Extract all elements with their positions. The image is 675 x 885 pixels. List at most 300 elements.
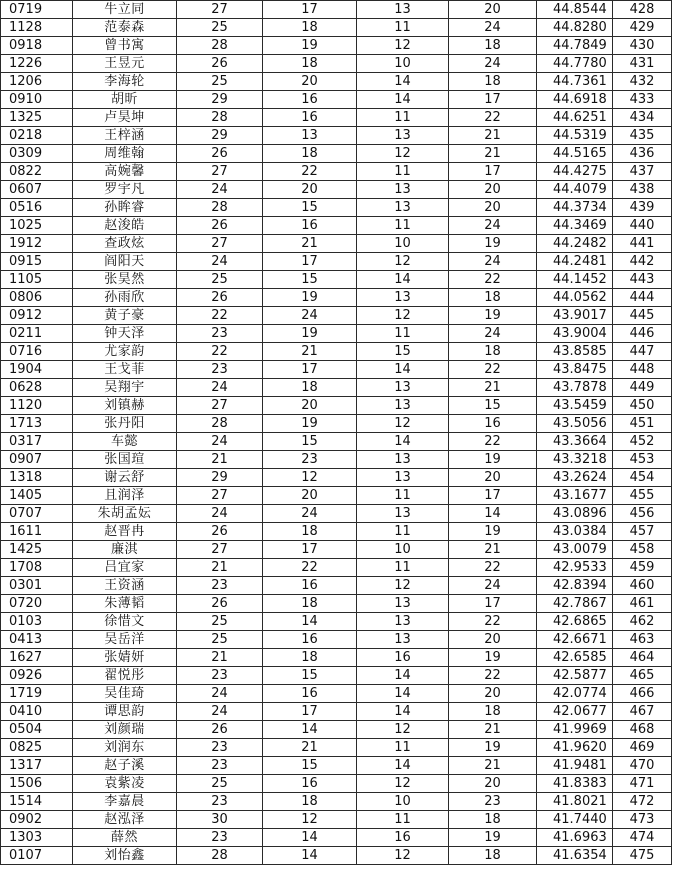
score-d-cell: 18 <box>449 289 537 307</box>
student-name-cell: 刘润东 <box>73 739 177 757</box>
student-id-cell: 1904 <box>1 361 73 379</box>
score-a-cell: 23 <box>177 577 263 595</box>
rank-cell: 444 <box>613 289 672 307</box>
student-name-cell: 朱薄韬 <box>73 595 177 613</box>
score-c-cell: 11 <box>357 325 449 343</box>
table-row <box>1 37 672 55</box>
student-id-cell: 0103 <box>1 613 73 631</box>
table-row <box>1 199 672 217</box>
student-id-cell: 0822 <box>1 163 73 181</box>
student-id-cell: 0107 <box>1 847 73 865</box>
score-a-cell: 22 <box>177 343 263 361</box>
student-name-cell: 张昊然 <box>73 271 177 289</box>
rank-cell: 446 <box>613 325 672 343</box>
rank-cell: 470 <box>613 757 672 775</box>
rank-cell: 475 <box>613 847 672 865</box>
total-score-cell: 44.2481 <box>537 253 613 271</box>
score-c-cell: 11 <box>357 739 449 757</box>
score-c-cell: 13 <box>357 505 449 523</box>
score-c-cell: 14 <box>357 433 449 451</box>
table-row <box>1 505 672 523</box>
student-id-cell: 0716 <box>1 343 73 361</box>
score-d-cell: 20 <box>449 631 537 649</box>
rank-cell: 454 <box>613 469 672 487</box>
student-id-cell: 1105 <box>1 271 73 289</box>
score-b-cell: 12 <box>263 811 357 829</box>
rank-cell: 474 <box>613 829 672 847</box>
total-score-cell: 41.6963 <box>537 829 613 847</box>
score-a-cell: 27 <box>177 163 263 181</box>
score-c-cell: 14 <box>357 271 449 289</box>
table-row <box>1 595 672 613</box>
table-row <box>1 703 672 721</box>
score-b-cell: 20 <box>263 73 357 91</box>
score-c-cell: 12 <box>357 307 449 325</box>
score-c-cell: 14 <box>357 73 449 91</box>
score-d-cell: 22 <box>449 361 537 379</box>
student-name-cell: 朱胡孟妘 <box>73 505 177 523</box>
table-row <box>1 577 672 595</box>
table-row <box>1 361 672 379</box>
student-name-cell: 孙雨欣 <box>73 289 177 307</box>
score-c-cell: 11 <box>357 487 449 505</box>
table-row <box>1 1 672 19</box>
score-d-cell: 18 <box>449 37 537 55</box>
total-score-cell: 44.6918 <box>537 91 613 109</box>
total-score-cell: 42.6671 <box>537 631 613 649</box>
score-a-cell: 25 <box>177 631 263 649</box>
score-a-cell: 25 <box>177 613 263 631</box>
total-score-cell: 44.8544 <box>537 1 613 19</box>
score-b-cell: 17 <box>263 541 357 559</box>
rank-cell: 467 <box>613 703 672 721</box>
score-c-cell: 14 <box>357 757 449 775</box>
table-row <box>1 253 672 271</box>
score-a-cell: 21 <box>177 451 263 469</box>
rank-cell: 471 <box>613 775 672 793</box>
student-id-cell: 1405 <box>1 487 73 505</box>
score-d-cell: 19 <box>449 649 537 667</box>
total-score-cell: 43.1677 <box>537 487 613 505</box>
total-score-cell: 42.6865 <box>537 613 613 631</box>
table-row <box>1 343 672 361</box>
score-c-cell: 14 <box>357 91 449 109</box>
score-b-cell: 16 <box>263 217 357 235</box>
score-c-cell: 12 <box>357 721 449 739</box>
score-a-cell: 23 <box>177 793 263 811</box>
rank-cell: 451 <box>613 415 672 433</box>
total-score-cell: 43.2624 <box>537 469 613 487</box>
score-b-cell: 20 <box>263 181 357 199</box>
table-row <box>1 289 672 307</box>
total-score-cell: 41.7440 <box>537 811 613 829</box>
score-d-cell: 14 <box>449 505 537 523</box>
student-id-cell: 0825 <box>1 739 73 757</box>
table-row <box>1 379 672 397</box>
student-name-cell: 查政炫 <box>73 235 177 253</box>
total-score-cell: 44.0562 <box>537 289 613 307</box>
table-row <box>1 163 672 181</box>
score-a-cell: 25 <box>177 19 263 37</box>
score-c-cell: 12 <box>357 847 449 865</box>
table-row <box>1 847 672 865</box>
table-row <box>1 487 672 505</box>
score-a-cell: 28 <box>177 37 263 55</box>
student-name-cell: 徐惜文 <box>73 613 177 631</box>
score-d-cell: 18 <box>449 811 537 829</box>
table-row <box>1 523 672 541</box>
total-score-cell: 41.9620 <box>537 739 613 757</box>
table-row <box>1 181 672 199</box>
rank-cell: 465 <box>613 667 672 685</box>
rank-cell: 469 <box>613 739 672 757</box>
total-score-cell: 44.6251 <box>537 109 613 127</box>
student-name-cell: 罗宇凡 <box>73 181 177 199</box>
total-score-cell: 44.2482 <box>537 235 613 253</box>
score-d-cell: 19 <box>449 451 537 469</box>
score-d-cell: 22 <box>449 433 537 451</box>
score-b-cell: 16 <box>263 109 357 127</box>
score-b-cell: 17 <box>263 703 357 721</box>
student-name-cell: 谭思韵 <box>73 703 177 721</box>
table-row <box>1 685 672 703</box>
student-id-cell: 1226 <box>1 55 73 73</box>
student-name-cell: 翟悦彤 <box>73 667 177 685</box>
score-b-cell: 12 <box>263 469 357 487</box>
total-score-cell: 43.9017 <box>537 307 613 325</box>
student-id-cell: 0902 <box>1 811 73 829</box>
student-id-cell: 1425 <box>1 541 73 559</box>
score-b-cell: 18 <box>263 523 357 541</box>
rank-cell: 434 <box>613 109 672 127</box>
score-a-cell: 28 <box>177 199 263 217</box>
total-score-cell: 41.8383 <box>537 775 613 793</box>
student-name-cell: 吴岳洋 <box>73 631 177 649</box>
score-a-cell: 29 <box>177 469 263 487</box>
score-d-cell: 23 <box>449 793 537 811</box>
student-name-cell: 袁紫凌 <box>73 775 177 793</box>
score-c-cell: 13 <box>357 595 449 613</box>
total-score-cell: 42.6585 <box>537 649 613 667</box>
score-d-cell: 18 <box>449 343 537 361</box>
score-b-cell: 14 <box>263 721 357 739</box>
student-name-cell: 吴翔宇 <box>73 379 177 397</box>
student-id-cell: 0301 <box>1 577 73 595</box>
student-id-cell: 0915 <box>1 253 73 271</box>
score-c-cell: 13 <box>357 181 449 199</box>
total-score-cell: 44.7780 <box>537 55 613 73</box>
score-c-cell: 13 <box>357 289 449 307</box>
score-d-cell: 24 <box>449 217 537 235</box>
student-id-cell: 1317 <box>1 757 73 775</box>
total-score-cell: 42.7867 <box>537 595 613 613</box>
student-id-cell: 1627 <box>1 649 73 667</box>
table-row <box>1 325 672 343</box>
score-d-cell: 24 <box>449 577 537 595</box>
score-b-cell: 16 <box>263 685 357 703</box>
student-name-cell: 范泰森 <box>73 19 177 37</box>
score-c-cell: 16 <box>357 829 449 847</box>
rank-cell: 447 <box>613 343 672 361</box>
score-b-cell: 18 <box>263 19 357 37</box>
student-name-cell: 赵子溪 <box>73 757 177 775</box>
score-a-cell: 30 <box>177 811 263 829</box>
rank-cell: 440 <box>613 217 672 235</box>
score-a-cell: 26 <box>177 145 263 163</box>
score-d-cell: 24 <box>449 325 537 343</box>
total-score-cell: 42.9533 <box>537 559 613 577</box>
total-score-cell: 43.0384 <box>537 523 613 541</box>
table-row <box>1 307 672 325</box>
score-b-cell: 19 <box>263 37 357 55</box>
score-a-cell: 25 <box>177 271 263 289</box>
total-score-cell: 43.8475 <box>537 361 613 379</box>
rank-cell: 448 <box>613 361 672 379</box>
score-a-cell: 21 <box>177 559 263 577</box>
score-d-cell: 18 <box>449 703 537 721</box>
table-row <box>1 667 672 685</box>
score-d-cell: 20 <box>449 775 537 793</box>
rank-cell: 443 <box>613 271 672 289</box>
total-score-cell: 44.5319 <box>537 127 613 145</box>
score-d-cell: 17 <box>449 595 537 613</box>
student-id-cell: 1318 <box>1 469 73 487</box>
student-id-cell: 0413 <box>1 631 73 649</box>
total-score-cell: 43.5459 <box>537 397 613 415</box>
student-name-cell: 吴佳琦 <box>73 685 177 703</box>
total-score-cell: 43.7878 <box>537 379 613 397</box>
score-a-cell: 27 <box>177 541 263 559</box>
rank-cell: 453 <box>613 451 672 469</box>
student-id-cell: 1120 <box>1 397 73 415</box>
student-name-cell: 刘怡鑫 <box>73 847 177 865</box>
student-id-cell: 0628 <box>1 379 73 397</box>
score-b-cell: 15 <box>263 667 357 685</box>
score-a-cell: 27 <box>177 235 263 253</box>
student-id-cell: 0317 <box>1 433 73 451</box>
score-a-cell: 28 <box>177 109 263 127</box>
table-row <box>1 235 672 253</box>
total-score-cell: 44.3734 <box>537 199 613 217</box>
table-row <box>1 73 672 91</box>
student-name-cell: 牛立同 <box>73 1 177 19</box>
student-name-cell: 赵泓泽 <box>73 811 177 829</box>
student-name-cell: 黄子豪 <box>73 307 177 325</box>
score-a-cell: 25 <box>177 73 263 91</box>
student-id-cell: 0707 <box>1 505 73 523</box>
score-d-cell: 15 <box>449 397 537 415</box>
student-name-cell: 卢昊坤 <box>73 109 177 127</box>
rank-cell: 430 <box>613 37 672 55</box>
score-c-cell: 11 <box>357 559 449 577</box>
score-b-cell: 19 <box>263 325 357 343</box>
score-d-cell: 21 <box>449 127 537 145</box>
rank-cell: 463 <box>613 631 672 649</box>
score-b-cell: 16 <box>263 775 357 793</box>
rank-cell: 450 <box>613 397 672 415</box>
score-c-cell: 13 <box>357 199 449 217</box>
score-b-cell: 18 <box>263 649 357 667</box>
score-d-cell: 22 <box>449 613 537 631</box>
student-id-cell: 0504 <box>1 721 73 739</box>
score-b-cell: 19 <box>263 289 357 307</box>
score-b-cell: 24 <box>263 307 357 325</box>
score-c-cell: 12 <box>357 145 449 163</box>
student-name-cell: 吕宜家 <box>73 559 177 577</box>
student-id-cell: 0516 <box>1 199 73 217</box>
student-name-cell: 曾书寓 <box>73 37 177 55</box>
student-id-cell: 0926 <box>1 667 73 685</box>
table-row <box>1 91 672 109</box>
student-id-cell: 0907 <box>1 451 73 469</box>
rank-cell: 456 <box>613 505 672 523</box>
table-row <box>1 19 672 37</box>
score-c-cell: 10 <box>357 541 449 559</box>
table-row <box>1 433 672 451</box>
student-name-cell: 王梓涵 <box>73 127 177 145</box>
score-a-cell: 24 <box>177 181 263 199</box>
total-score-cell: 41.9481 <box>537 757 613 775</box>
score-d-cell: 19 <box>449 307 537 325</box>
student-id-cell: 0410 <box>1 703 73 721</box>
student-id-cell: 1506 <box>1 775 73 793</box>
rank-cell: 461 <box>613 595 672 613</box>
score-d-cell: 18 <box>449 73 537 91</box>
student-id-cell: 1713 <box>1 415 73 433</box>
score-c-cell: 15 <box>357 343 449 361</box>
table-row <box>1 109 672 127</box>
student-id-cell: 1912 <box>1 235 73 253</box>
student-name-cell: 尤家韵 <box>73 343 177 361</box>
score-d-cell: 20 <box>449 469 537 487</box>
total-score-cell: 44.1452 <box>537 271 613 289</box>
score-b-cell: 19 <box>263 415 357 433</box>
student-id-cell: 0912 <box>1 307 73 325</box>
score-a-cell: 23 <box>177 829 263 847</box>
score-b-cell: 21 <box>263 739 357 757</box>
student-name-cell: 李海轮 <box>73 73 177 91</box>
score-d-cell: 22 <box>449 559 537 577</box>
rank-cell: 432 <box>613 73 672 91</box>
score-c-cell: 14 <box>357 703 449 721</box>
score-b-cell: 18 <box>263 145 357 163</box>
student-name-cell: 王资涵 <box>73 577 177 595</box>
total-score-cell: 43.9004 <box>537 325 613 343</box>
student-name-cell: 赵浚皓 <box>73 217 177 235</box>
score-a-cell: 24 <box>177 505 263 523</box>
total-score-cell: 43.0079 <box>537 541 613 559</box>
table-row <box>1 415 672 433</box>
score-a-cell: 24 <box>177 685 263 703</box>
score-c-cell: 13 <box>357 469 449 487</box>
rank-cell: 457 <box>613 523 672 541</box>
score-a-cell: 23 <box>177 361 263 379</box>
student-id-cell: 1611 <box>1 523 73 541</box>
score-d-cell: 20 <box>449 685 537 703</box>
score-c-cell: 11 <box>357 163 449 181</box>
score-a-cell: 26 <box>177 217 263 235</box>
table-row <box>1 397 672 415</box>
total-score-cell: 41.8021 <box>537 793 613 811</box>
score-b-cell: 15 <box>263 271 357 289</box>
score-d-cell: 21 <box>449 721 537 739</box>
student-id-cell: 1303 <box>1 829 73 847</box>
student-id-cell: 1719 <box>1 685 73 703</box>
total-score-cell: 41.9969 <box>537 721 613 739</box>
score-a-cell: 29 <box>177 91 263 109</box>
score-d-cell: 19 <box>449 829 537 847</box>
total-score-cell: 42.8394 <box>537 577 613 595</box>
student-id-cell: 0910 <box>1 91 73 109</box>
score-a-cell: 28 <box>177 415 263 433</box>
score-a-cell: 26 <box>177 289 263 307</box>
score-d-cell: 19 <box>449 523 537 541</box>
score-c-cell: 14 <box>357 667 449 685</box>
rank-cell: 473 <box>613 811 672 829</box>
student-name-cell: 孙眸睿 <box>73 199 177 217</box>
student-name-cell: 车懿 <box>73 433 177 451</box>
table-row <box>1 757 672 775</box>
total-score-cell: 44.7361 <box>537 73 613 91</box>
score-a-cell: 27 <box>177 397 263 415</box>
student-name-cell: 刘颜瑞 <box>73 721 177 739</box>
student-name-cell: 王戈菲 <box>73 361 177 379</box>
student-id-cell: 0918 <box>1 37 73 55</box>
total-score-cell: 43.8585 <box>537 343 613 361</box>
total-score-cell: 43.0896 <box>537 505 613 523</box>
score-d-cell: 20 <box>449 1 537 19</box>
score-c-cell: 13 <box>357 613 449 631</box>
student-name-cell: 张丹阳 <box>73 415 177 433</box>
score-a-cell: 26 <box>177 595 263 613</box>
rank-cell: 458 <box>613 541 672 559</box>
rank-cell: 439 <box>613 199 672 217</box>
score-a-cell: 25 <box>177 775 263 793</box>
score-a-cell: 27 <box>177 1 263 19</box>
score-b-cell: 14 <box>263 829 357 847</box>
rank-cell: 442 <box>613 253 672 271</box>
student-id-cell: 0218 <box>1 127 73 145</box>
student-name-cell: 廉淇 <box>73 541 177 559</box>
rank-cell: 466 <box>613 685 672 703</box>
score-d-cell: 17 <box>449 487 537 505</box>
score-a-cell: 26 <box>177 55 263 73</box>
score-table-body <box>1 1 672 865</box>
score-a-cell: 23 <box>177 757 263 775</box>
score-a-cell: 26 <box>177 721 263 739</box>
student-name-cell: 赵晋冉 <box>73 523 177 541</box>
table-row <box>1 775 672 793</box>
total-score-cell: 43.3218 <box>537 451 613 469</box>
table-row <box>1 127 672 145</box>
student-name-cell: 张国瑄 <box>73 451 177 469</box>
student-id-cell: 0806 <box>1 289 73 307</box>
student-name-cell: 阎阳天 <box>73 253 177 271</box>
student-id-cell: 1025 <box>1 217 73 235</box>
total-score-cell: 42.0677 <box>537 703 613 721</box>
total-score-cell: 44.8280 <box>537 19 613 37</box>
student-id-cell: 1514 <box>1 793 73 811</box>
score-c-cell: 11 <box>357 217 449 235</box>
rank-cell: 438 <box>613 181 672 199</box>
score-b-cell: 15 <box>263 433 357 451</box>
score-a-cell: 22 <box>177 307 263 325</box>
score-c-cell: 12 <box>357 577 449 595</box>
rank-cell: 441 <box>613 235 672 253</box>
score-b-cell: 18 <box>263 379 357 397</box>
score-b-cell: 18 <box>263 55 357 73</box>
score-b-cell: 17 <box>263 361 357 379</box>
